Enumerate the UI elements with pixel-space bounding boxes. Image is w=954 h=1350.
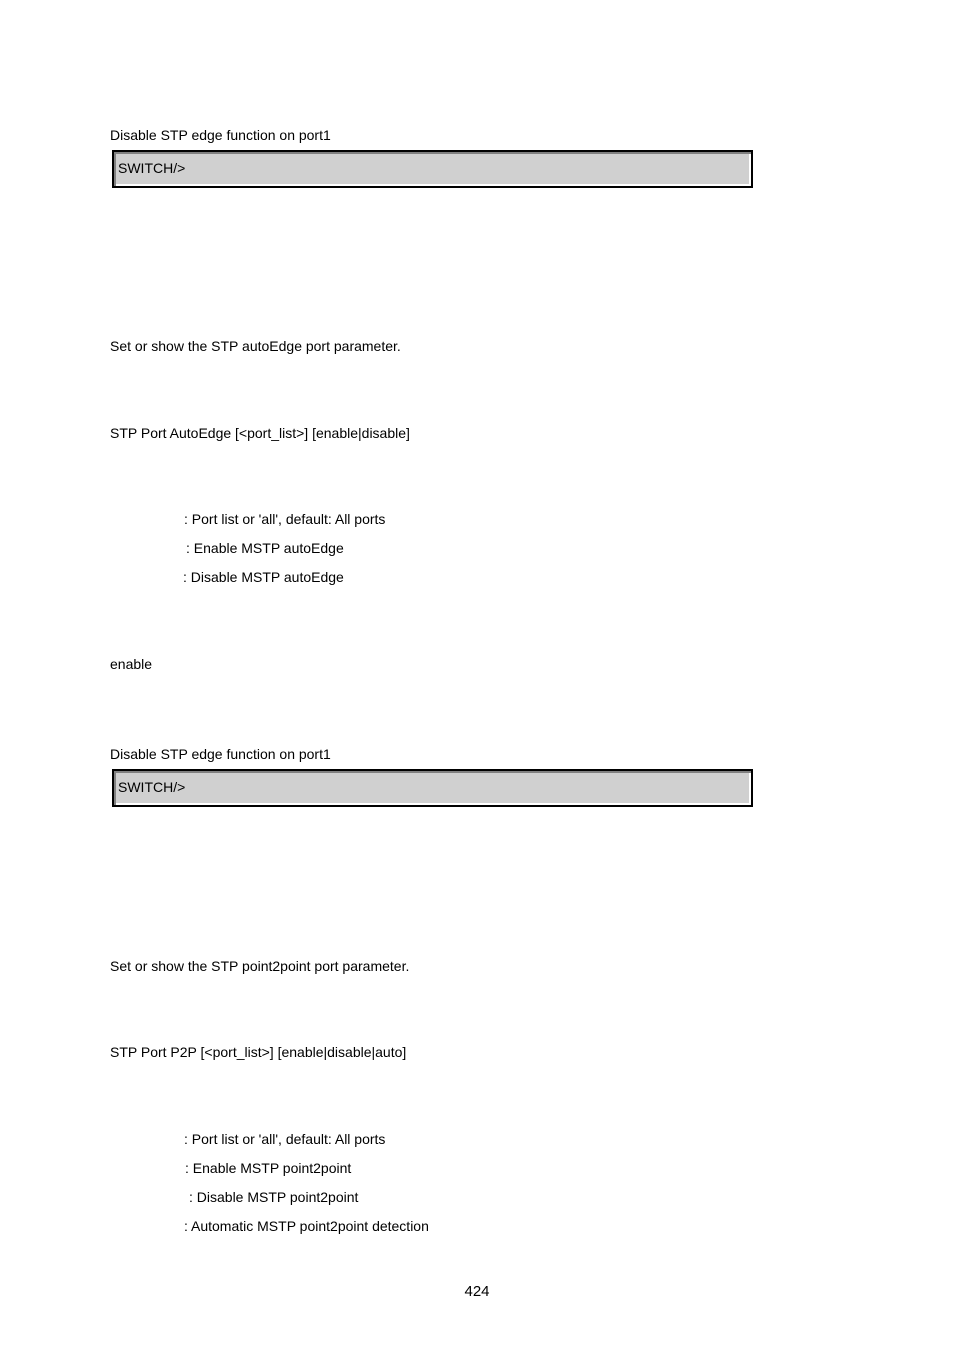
- autoedge-syntax: STP Port AutoEdge [<port_list>] [enable|disable]: [110, 425, 410, 441]
- autoedge-param-disable: : Disable MSTP autoEdge: [183, 569, 344, 585]
- autoedge-param-port-list: : Port list or 'all', default: All ports: [184, 511, 386, 527]
- p2p-param-disable: : Disable MSTP point2point: [189, 1189, 359, 1205]
- p2p-param-port-list: : Port list or 'all', default: All ports: [184, 1131, 386, 1147]
- autoedge-example-description: Disable STP edge function on port1: [110, 746, 331, 762]
- autoedge-default: enable: [110, 656, 153, 672]
- autoedge-param-enable: : Enable MSTP autoEdge: [186, 540, 344, 556]
- p2p-param-auto: : Automatic MSTP point2point detection: [184, 1218, 429, 1234]
- p2p-syntax: STP Port P2P [<port_list>] [enable|disable|auto]: [110, 1044, 407, 1060]
- autoedge-command-box: [112, 769, 753, 807]
- example-description: Disable STP edge function on port1: [110, 127, 331, 143]
- p2p-param-enable: : Enable MSTP point2point: [185, 1160, 352, 1176]
- command-prompt: SWITCH/>: [118, 160, 186, 176]
- autoedge-command-prompt: SWITCH/>: [118, 779, 186, 795]
- autoedge-description: Set or show the STP autoEdge port parameter.: [110, 338, 401, 354]
- p2p-description: Set or show the STP point2point port parameter.: [110, 958, 410, 974]
- command-box: [112, 150, 753, 188]
- page-number: 424: [464, 1283, 490, 1300]
